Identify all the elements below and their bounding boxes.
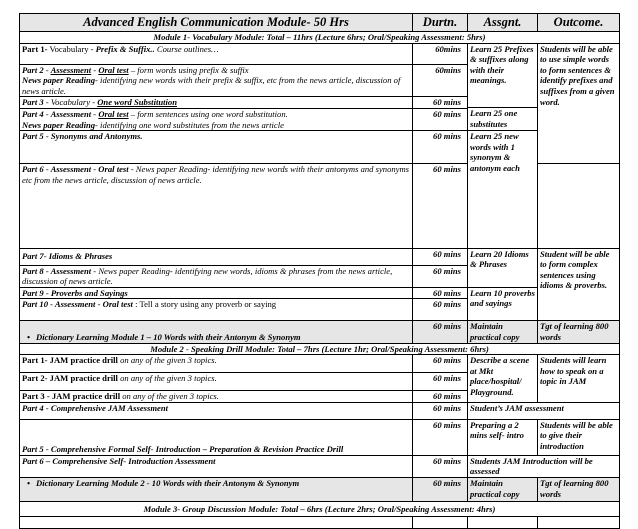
m2-p1-task: on any of the given 3 topics. bbox=[117, 355, 217, 366]
m1-p4-task: – form sentences using one word substitution. bbox=[128, 108, 288, 119]
m2-part2-cell bbox=[20, 373, 413, 391]
m1-p6-duration: 60 mins bbox=[413, 163, 468, 248]
m1-p6-label: Part 6 - Assessment - Oral test bbox=[22, 163, 129, 174]
module3-heading-row bbox=[20, 502, 620, 517]
module-title-header: Advanced English Communication Module- 50 Hrs bbox=[20, 14, 413, 32]
m3-empty-row bbox=[20, 517, 620, 529]
m1-p2-assessment: Assessment bbox=[50, 64, 92, 75]
m3-empty-assign bbox=[468, 517, 538, 529]
m1-p7-cell: Part 7- Idioms & Phrases bbox=[20, 248, 413, 265]
m1-p3-duration: 60 mins bbox=[413, 97, 468, 109]
m2-p2-label: Part 2- JAM practice drill bbox=[22, 373, 118, 384]
m1-part3-cell bbox=[20, 97, 413, 109]
m2-dict-duration: 60 mins bbox=[413, 478, 468, 502]
module1-heading-row bbox=[20, 32, 620, 44]
m3-empty-duration bbox=[413, 517, 468, 529]
m2-p3-duration: 60 mins bbox=[413, 391, 468, 403]
m1-part1-row bbox=[20, 43, 620, 64]
m2-p5-cell: Part 5 - Comprehensive Formal Self- Introduction – Preparation & Revision Practice Drill bbox=[20, 419, 413, 455]
m2-p5-assign: Preparing a 2 mins self- intro bbox=[468, 419, 538, 455]
m1-p4-oral: Oral test bbox=[98, 108, 129, 119]
m1-assign-prefix: Learn 25 Prefixes & suffixes along with their meanings. bbox=[468, 43, 538, 108]
m2-dict-assign: Maintain practical copy bbox=[468, 478, 538, 502]
m2-part3-cell bbox=[20, 391, 413, 403]
outcome-header: Outcome. bbox=[538, 14, 620, 32]
m2-p4-assign: Student’s JAM assessment bbox=[468, 402, 620, 419]
m1-dict-text: • Dictionary Learning Module 1 – 10 Words with their Antonym & Synonym bbox=[22, 332, 410, 343]
m1-part8-cell bbox=[20, 265, 413, 287]
m1-p9-cell: Part 9 - Proverbs and Sayings bbox=[20, 287, 413, 299]
m1-outcome-words: Students will be able to use simple words to form sentences & identify prefixes and suffixes from a given word. bbox=[538, 43, 620, 163]
m1-assign-onesub: Learn 25 one substitutes bbox=[468, 108, 538, 131]
m1-dict-duration: 60 mins bbox=[413, 321, 468, 343]
m1-dict-outcome: Tgt of learning 800 words bbox=[538, 321, 620, 343]
m2-assign-jam: Describe a scene at Mkt place/hospital/ Playground. bbox=[468, 355, 538, 403]
m1-p2-news-task: - identifying new words with their prefix & suffix, etc from the news article, discussion of news article. bbox=[22, 75, 401, 96]
m2-p6-duration: 60 mins bbox=[413, 455, 468, 477]
m1-p4-label: Part 4 - Assessment - bbox=[22, 108, 99, 119]
m1-p10-task: : Tell a story using any proverb or saying bbox=[132, 299, 277, 310]
m1-p9-duration: 60 mins bbox=[413, 287, 468, 299]
m1-part1-cell bbox=[20, 43, 413, 64]
m2-p2-task: on any of the given 3 topics. bbox=[117, 373, 217, 384]
m1-p3-dash: - bbox=[90, 97, 98, 108]
m1-p3-label: Part 3 - bbox=[22, 97, 51, 108]
m1-dict-assign: Maintain practical copy bbox=[468, 321, 538, 343]
m2-part4-row bbox=[20, 402, 620, 419]
m1-p2-duration: 60mins bbox=[413, 64, 468, 97]
m2-part1-row bbox=[20, 355, 620, 373]
m2-dictionary-row bbox=[20, 478, 620, 502]
m1-assign-synonym: Learn 25 new words with 1 synonym & antonym each bbox=[468, 131, 538, 249]
m1-part9-row bbox=[20, 287, 620, 299]
m1-assign-proverbs: Learn 10 proverbs and sayings bbox=[468, 287, 538, 321]
module3-heading: Module 3- Group Discussion Module: Total – 6hrs (Lecture 2hrs; Oral/Speaking Assessment: 4hrs) bbox=[20, 502, 620, 517]
m1-p10-duration: 60 mins bbox=[413, 299, 468, 321]
m1-p8-duration: 60 mins bbox=[413, 265, 468, 287]
m2-p1-label: Part 1- JAM practice drill bbox=[22, 355, 118, 366]
m1-p3-vocab: Vocabulary bbox=[50, 97, 91, 108]
m2-p5-outcome: Students will be able to give their introduction bbox=[538, 419, 620, 455]
module1-heading: Module 1- Vocabulary Module: Total – 11hrs (Lecture 6hrs; Oral/Speaking Assessment: 5hrs) bbox=[20, 32, 620, 44]
m1-p4-duration: 60 mins bbox=[413, 108, 468, 130]
m1-p2-dash: - bbox=[91, 64, 99, 75]
m1-p1-duration: 60mins bbox=[413, 43, 468, 64]
m1-p1-t1: Vocabulary - bbox=[47, 43, 96, 54]
m2-dict-outcome: Tgt of learning 800 words bbox=[538, 478, 620, 502]
m1-p10-label: Part 10 - Assessment - Oral test bbox=[22, 299, 133, 310]
m3-empty-outcome bbox=[538, 517, 620, 529]
m1-p2-news: News paper Reading bbox=[22, 75, 96, 86]
m1-dict-cell bbox=[20, 321, 413, 343]
m2-p2-duration: 60 mins bbox=[413, 373, 468, 391]
m1-p7-duration: 60 mins bbox=[413, 248, 468, 265]
m1-part7-row bbox=[20, 248, 620, 265]
m1-p2-label: Part 2 - bbox=[22, 64, 51, 75]
syllabus-table-wrapper bbox=[19, 13, 619, 529]
m2-p4-duration: 60 mins bbox=[413, 402, 468, 419]
m1-p5-duration: 60 mins bbox=[413, 131, 468, 164]
header-row bbox=[20, 14, 620, 32]
m2-dict-text: • Dictionary Learning Module 2 - 10 Words with their Antonym & Synonym bbox=[22, 478, 410, 489]
m3-empty-cell bbox=[20, 517, 413, 529]
duration-header: Durtn. bbox=[413, 14, 468, 32]
m1-p1-label: Part 1- bbox=[22, 43, 48, 54]
m1-p5-cell: Part 5 - Synonyms and Antonyms. bbox=[20, 131, 413, 164]
syllabus-table bbox=[19, 13, 620, 529]
m1-p4-news-task: - identifying one word substitutes from the news article bbox=[95, 119, 284, 130]
m2-p3-task: on any of the given 3 topics. bbox=[120, 391, 219, 402]
m1-p8-task: News paper Reading- identifying new words, idioms & phrases from the news article, discussion of news article. bbox=[22, 265, 393, 287]
m1-dictionary-row bbox=[20, 321, 620, 343]
m1-part6-cell bbox=[20, 163, 413, 248]
module2-heading-row bbox=[20, 343, 620, 355]
m2-part6-row bbox=[20, 455, 620, 477]
m2-p4-cell: Part 4 - Comprehensive JAM Assessment bbox=[20, 402, 413, 419]
m1-p3-topic: One word Substitution bbox=[97, 97, 177, 108]
module2-heading: Module 2 - Speaking Drill Module: Total – 7hrs (Lecture 1hr; Oral/Speaking Assessment: 6hrs) bbox=[20, 343, 620, 355]
m1-p8-label: Part 8 - Assessment - bbox=[22, 265, 99, 276]
m1-p2-oral: Oral test bbox=[98, 64, 129, 75]
m2-p6-assign: Students JAM Introduction will be assessed bbox=[468, 455, 620, 477]
m1-p2-task: – form words using prefix & suffix bbox=[128, 64, 249, 75]
m2-p1-duration: 60 mins bbox=[413, 355, 468, 373]
m1-assign-idioms: Learn 20 Idioms & Phrases bbox=[468, 248, 538, 287]
m1-part4-cell bbox=[20, 108, 413, 130]
m2-part5-row bbox=[20, 419, 620, 455]
m1-p4-news: News paper Reading bbox=[22, 119, 96, 130]
m1-p1-outline: Course outlines… bbox=[154, 43, 219, 54]
m2-p3-label: Part 3 - JAM practice drill bbox=[22, 391, 121, 402]
m1-p1-topic: Prefix & Suffix.. bbox=[95, 43, 155, 54]
assignment-header: Assgnt. bbox=[468, 14, 538, 32]
m2-part1-cell bbox=[20, 355, 413, 373]
m1-outcome-complex: Student will be able to form complex sentences using idioms & proverbs. bbox=[538, 248, 620, 321]
m2-p6-cell: Part 6 – Comprehensive Self- Introduction Assessment bbox=[20, 455, 413, 477]
m2-p5-duration: 60 mins bbox=[413, 419, 468, 455]
m2-dict-cell bbox=[20, 478, 413, 502]
m1-p6-task: - News paper Reading- identifying new words with their antonyms and synonyms etc from the news article, discussion of news article. bbox=[22, 163, 410, 185]
m2-outcome-jam: Students will learn how to speak on a topic in JAM bbox=[538, 355, 620, 403]
m1-part5-row bbox=[20, 131, 620, 164]
m1-part2-cell bbox=[20, 64, 413, 97]
m1-part10-cell bbox=[20, 299, 413, 321]
